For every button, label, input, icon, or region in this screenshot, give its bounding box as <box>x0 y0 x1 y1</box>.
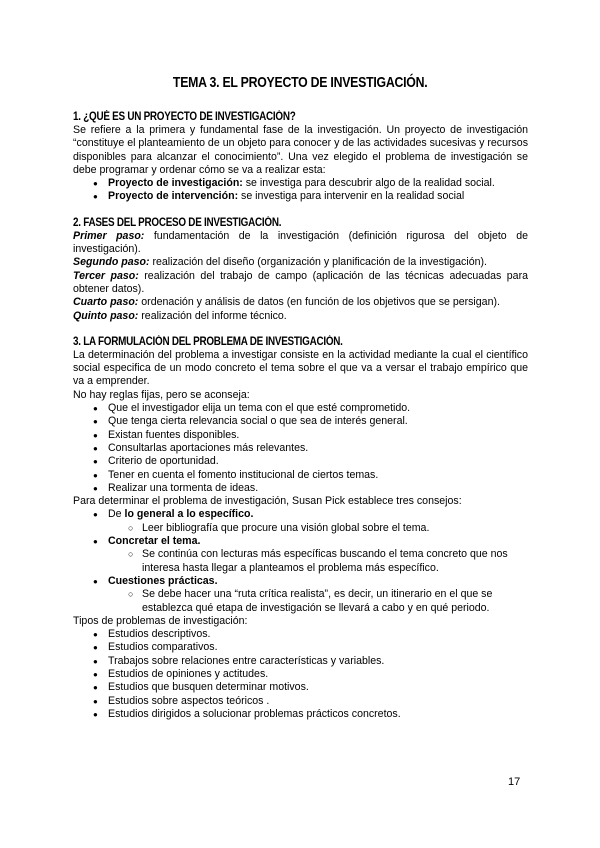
section-3-heading: 3. LA FORMULACIÓN DEL PROBLEMA DE INVESTIGACIÓN. <box>73 335 343 348</box>
list-item: ● Cuestiones prácticas. <box>93 575 528 588</box>
step-5: Quinto paso: realización del informe técnico. <box>73 309 287 322</box>
section-1-list <box>73 177 528 204</box>
step-4: Cuarto paso: ordenación y análisis de datos (en función de los objetivos que se persigan). <box>73 296 500 309</box>
section-3-paragraph-4: Tipos de problemas de investigación: <box>73 614 248 627</box>
sublist <box>73 588 528 615</box>
page-title: TEMA 3. EL PROYECTO DE INVESTIGACIÓN. <box>173 74 428 91</box>
sublist <box>73 522 528 535</box>
list-item: ● Trabajos sobre relaciones entre características y variables. <box>93 655 528 668</box>
list-item: ● Proyecto de investigación: se investiga para descubrir algo de la realidad social. <box>93 177 528 190</box>
sublist-item: ○ Se debe hacer una “ruta crítica realista”, es decir, un itinerario en el que se establezca qué etapa de investigación se llevará a cabo y en qué periodo. <box>128 588 528 615</box>
section-3-paragraph-1: La determinación del problema a investigar consiste en la actividad mediante la cual el científico social especifica de un modo concreto el tema sobre el que va a versar el trabajo empírico que va a emprender. <box>73 348 528 388</box>
section-1-paragraph: Se refiere a la primera y fundamental fase de la investigación. Un proyecto de investigación “constituye el planteamiento de un objeto para conocer y de las actividades sucesivas y recursos disponibles para alcanzar el conocimiento”. Una vez elegido el problema de investigación se debe programar y ordenar cómo se va a realizar esta: <box>73 124 528 176</box>
step-1: Primer paso: fundamentación de la investigación (definición rigurosa del objeto de investigación). <box>73 229 529 256</box>
list-item: ● Estudios de opiniones y actitudes. <box>93 668 528 681</box>
section-3-paragraph-2: No hay reglas fijas, pero se aconseja: <box>73 388 250 401</box>
tips-list <box>73 508 528 521</box>
list-item: ● Que el investigador elija un tema con el que esté comprometido. <box>93 402 528 415</box>
list-item: ● Estudios comparativos. <box>93 641 528 654</box>
list-item: ● Realizar una tormenta de ideas. <box>93 482 528 495</box>
tips-list <box>73 535 528 548</box>
advice-list <box>73 402 528 495</box>
sublist-item: ○ Leer bibliografía que procure una visión global sobre el tema. <box>128 522 528 535</box>
list-item: ● Estudios que busquen determinar motivos. <box>93 681 528 694</box>
list-item: ● Criterio de oportunidad. <box>93 455 528 468</box>
list-item: ● Tener en cuenta el fomento institucional de ciertos temas. <box>93 469 528 482</box>
tips-list <box>73 575 528 588</box>
page-number: 17 <box>508 776 521 788</box>
sublist <box>73 548 528 575</box>
page-content <box>73 74 528 721</box>
list-item: ● De lo general a lo específico. <box>93 508 528 521</box>
types-list <box>73 628 528 721</box>
sublist-item: ○ Se continúa con lecturas más específicas buscando el tema concreto que nos interesa hasta llegar a planteamos el problema más específico. <box>128 548 528 575</box>
step-2: Segundo paso: realización del diseño (organización y planificación de la investigación). <box>73 256 487 269</box>
list-item: ● Que tenga cierta relevancia social o que sea de interés general. <box>93 415 528 428</box>
list-item: ● Concretar el tema. <box>93 535 528 548</box>
list-item: ● Proyecto de intervención: se investiga para intervenir en la realidad social <box>93 190 528 203</box>
step-3: Tercer paso: realización del trabajo de campo (aplicación de las técnicas adecuadas para obtener datos). <box>73 269 528 295</box>
section-3-paragraph-3: Para determinar el problema de investigación, Susan Pick establece tres consejos: <box>73 495 462 508</box>
list-item: ● Estudios dirigidos a solucionar problemas prácticos concretos. <box>93 708 528 721</box>
list-item: ● Consultarlas aportaciones más relevantes. <box>93 442 528 455</box>
section-2-heading: 2. FASES DEL PROCESO DE INVESTIGACIÓN. <box>73 216 282 229</box>
section-1-heading: 1. ¿QUÉ ES UN PROYECTO DE INVESTIGACIÓN? <box>73 111 296 123</box>
list-item: ● Estudios descriptivos. <box>93 628 528 641</box>
list-item: ● Estudios sobre aspectos teóricos . <box>93 695 528 708</box>
list-item: ● Existan fuentes disponibles. <box>93 429 528 442</box>
